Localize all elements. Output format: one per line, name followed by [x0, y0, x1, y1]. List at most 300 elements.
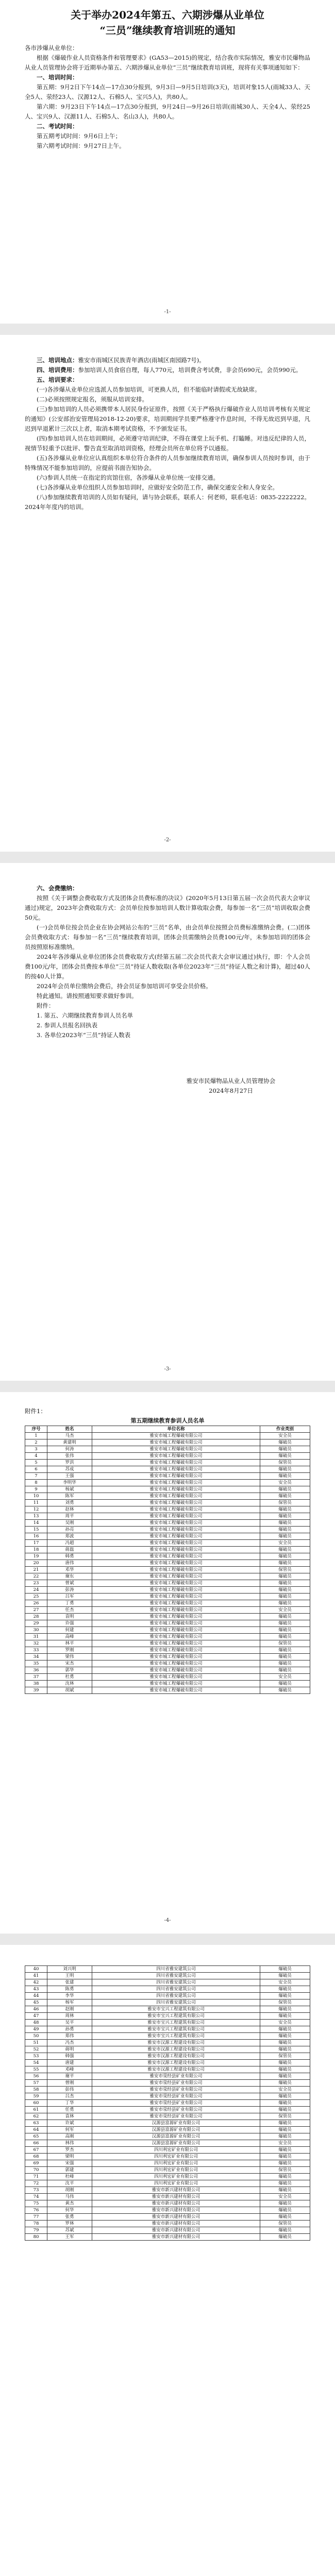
table-row	[25, 1660, 310, 1667]
row-role: 爆破员	[260, 2160, 310, 2167]
row-index: 74	[25, 2194, 47, 2200]
table-row	[25, 2127, 310, 2133]
row-company: 雅安市城工程爆破有限公司	[92, 1567, 260, 1573]
row-role: 爆破员	[260, 2040, 310, 2046]
attachment-item: 3. 各单位2023年“三员”持证人数表	[37, 1031, 131, 1039]
table-row	[25, 1973, 310, 1979]
row-role: 爆破员	[260, 2154, 310, 2160]
attachment-heading: 附件：	[37, 1002, 55, 1009]
row-role: 保管员	[260, 1567, 310, 1573]
row-index: 34	[25, 1654, 47, 1660]
row-index: 76	[25, 2207, 47, 2214]
row-role: 安全员	[260, 1540, 310, 1547]
row-company: 雅安市汉源工程建设有限公司	[92, 2046, 260, 2053]
table-row	[25, 1627, 310, 1634]
row-company: 四川利宏矿业有限公司	[92, 2180, 260, 2187]
row-role: 爆破员	[260, 1439, 310, 1446]
table-row	[25, 1681, 310, 1687]
row-company: 雅安市城工程爆破有限公司	[92, 1660, 260, 1667]
row-index: 72	[25, 2180, 47, 2187]
table-row	[25, 1533, 310, 1540]
salutation: 各市涉爆从业单位：	[25, 44, 78, 52]
row-name: 郑伟	[47, 2033, 92, 2040]
section-6-para-2: (一)会员单位按会员企业在协会网站公布的“三员”名单，由会员单位按照会员费标准缴纳会费。(二)团体会员费收取方式：每参加一名“三员”继续教育培训，团体会员需缴纳会员费100元/年，未参加培训的团体会员按照原标准缴纳。	[25, 924, 310, 951]
table-row	[25, 2026, 310, 2033]
roster-table-continued	[25, 1965, 310, 2241]
row-role: 爆破员	[260, 1453, 310, 1460]
row-role: 爆破员	[260, 2234, 310, 2241]
row-company: 汉源县富源矿业有限公司	[92, 2133, 260, 2140]
row-name: 何华	[47, 2207, 92, 2214]
row-name: 周平	[47, 1513, 92, 1520]
row-role: 安全员	[260, 1607, 310, 1614]
row-index: 16	[25, 1533, 47, 1540]
table-row	[25, 1600, 310, 1607]
section-6-para-1: 按照《关于调整会费收取方式及团体会员费标准的决议》(2020年5月13日第五届一次会员代表大会审议通过)规定，2023年会费收取方式：会员单位按参加培训人数计算收取会费，每参加一名“三员”培训收取会费50元。	[25, 894, 310, 921]
row-role: 安全员	[260, 2194, 310, 2200]
table-row	[25, 1993, 310, 1999]
row-name: 何涛	[47, 1446, 92, 1453]
row-company: 雅安市城工程爆破有限公司	[92, 1634, 260, 1640]
row-index: 6	[25, 1466, 47, 1473]
row-company: 雅安市城工程爆破有限公司	[92, 1600, 260, 1607]
row-role: 爆破员	[260, 1654, 310, 1660]
row-role: 爆破员	[260, 1966, 310, 1973]
row-index: 46	[25, 2006, 47, 2013]
row-role: 爆破员	[260, 1527, 310, 1533]
row-name: 张建	[47, 1979, 92, 1986]
col-header-index: 序号	[25, 1426, 47, 1433]
row-company: 雅安市荥经县矿业有限公司	[92, 2107, 260, 2113]
row-role: 安全员	[260, 1433, 310, 1439]
row-name: 杜勇	[47, 1674, 92, 1681]
row-name: 任杰	[47, 1607, 92, 1614]
row-company: 雅安市新兴建材有限公司	[92, 2214, 260, 2221]
row-role: 爆破员	[260, 2180, 310, 2187]
page-number: -1-	[164, 309, 171, 315]
row-index: 31	[25, 1634, 47, 1640]
row-role: 爆破员	[260, 1993, 310, 1999]
table-row	[25, 2154, 310, 2160]
section-2-heading: 二、考试时间：	[37, 123, 78, 130]
row-role: 爆破员	[260, 2187, 310, 2194]
row-index: 44	[25, 1993, 47, 1999]
row-company: 雅安市汉源工程建设有限公司	[92, 2060, 260, 2066]
page-number: -4-	[164, 1918, 171, 1923]
row-name: 梁伟	[47, 1654, 92, 1660]
row-role: 安全员	[260, 2087, 310, 2093]
row-role: 爆破员	[260, 1620, 310, 1627]
row-index: 1	[25, 1433, 47, 1439]
table-row	[25, 2066, 310, 2073]
table-row	[25, 1587, 310, 1594]
row-company: 雅安市城工程爆破有限公司	[92, 1533, 260, 1540]
table-row	[25, 1594, 310, 1600]
row-role: 爆破员	[260, 1634, 310, 1640]
document-page-4	[0, 1392, 335, 1934]
row-name: 郭建	[47, 2167, 92, 2174]
row-name: 郭华	[47, 1667, 92, 1674]
row-role: 爆破员	[260, 2214, 310, 2221]
row-company: 雅安市宝兴工程建筑有限公司	[92, 2026, 260, 2033]
row-name: 王强	[47, 1473, 92, 1480]
col-header-name: 姓名	[47, 1426, 92, 1433]
row-name: 宋强	[47, 2160, 92, 2167]
row-company: 四川利宏矿业有限公司	[92, 2167, 260, 2174]
row-index: 61	[25, 2107, 47, 2113]
row-name: 陈勇	[47, 1986, 92, 1993]
row-company: 四川利宏矿业有限公司	[92, 2160, 260, 2167]
row-role: 安全员	[260, 1979, 310, 1986]
table-row	[25, 1620, 310, 1627]
row-company: 雅安市城工程爆破有限公司	[92, 1446, 260, 1453]
table-row	[25, 1460, 310, 1466]
row-company: 雅安市汉源工程建设有限公司	[92, 2066, 260, 2073]
row-company: 雅安市城工程爆破有限公司	[92, 1587, 260, 1594]
row-role: 爆破员	[260, 1660, 310, 1667]
row-role: 爆破员	[260, 2013, 310, 2020]
row-company: 四川利宏矿业有限公司	[92, 2147, 260, 2154]
row-company: 汉源县富源矿业有限公司	[92, 2120, 260, 2127]
table-row	[25, 1687, 310, 1694]
section-5-item: (一)各涉爆从业单位应选派人员参加培训，可更换人员，但不能临时请假或无故缺席。	[37, 386, 261, 393]
table-row	[25, 2167, 310, 2174]
row-name: 赵刚	[47, 2006, 92, 2013]
row-index: 42	[25, 1979, 47, 1986]
row-company: 四川省雅安建筑公司	[92, 1986, 260, 1993]
row-index: 49	[25, 2026, 47, 2033]
row-name: 许强	[47, 1620, 92, 1627]
row-name: 何建	[47, 1627, 92, 1634]
row-role: 爆破员	[260, 1580, 310, 1587]
row-company: 雅安市新兴建材有限公司	[92, 2207, 260, 2214]
row-index: 75	[25, 2200, 47, 2207]
row-role: 爆破员	[260, 1553, 310, 1560]
row-name: 蒋明	[47, 2046, 92, 2053]
row-name: 谢平	[47, 2073, 92, 2080]
table-row	[25, 1446, 310, 1453]
row-index: 18	[25, 1547, 47, 1553]
row-company: 雅安市城工程爆破有限公司	[92, 1493, 260, 1500]
row-role: 安全员	[260, 1480, 310, 1486]
table-row	[25, 1674, 310, 1681]
row-company: 雅安市城工程爆破有限公司	[92, 1647, 260, 1654]
row-role: 爆破员	[260, 2100, 310, 2107]
row-company: 雅安市新兴建材有限公司	[92, 2194, 260, 2200]
section-5-item: (三)参加培训的人员必须携带本人居民身份证原件，按照《关于严格执行爆破作业人员培训考核有关规定的通知》(公安部治安管理局2018-12-20)要求，培训期间学员要严格遵守作息时间，不得无故迟到早退，凡迟到早退累计三次以上者，取消本期考试资格，不予颁发证书。	[25, 405, 310, 432]
row-role: 爆破员	[260, 1520, 310, 1527]
table-row	[25, 1966, 310, 1973]
row-name: 李明华	[47, 1480, 92, 1486]
row-role: 爆破员	[260, 1681, 310, 1687]
row-name: 杨斌	[47, 1486, 92, 1493]
row-index: 9	[25, 1486, 47, 1493]
row-role: 爆破员	[260, 2127, 310, 2133]
row-company: 雅安市荥经县矿业有限公司	[92, 2113, 260, 2120]
table-row	[25, 1547, 310, 1553]
row-index: 7	[25, 1473, 47, 1480]
row-name: 袁明	[47, 1614, 92, 1620]
row-index: 53	[25, 2053, 47, 2060]
row-role: 爆破员	[260, 1594, 310, 1600]
document-page-3	[0, 863, 335, 1381]
row-name: 邓峰	[47, 2066, 92, 2073]
row-index: 73	[25, 2187, 47, 2194]
row-name: 林平	[47, 1640, 92, 1647]
row-index: 39	[25, 1687, 47, 1694]
table-row	[25, 1979, 310, 1986]
row-index: 20	[25, 1560, 47, 1567]
document-page-1	[0, 0, 335, 324]
table-row	[25, 2006, 310, 2013]
row-role: 爆破员	[260, 2133, 310, 2140]
row-index: 79	[25, 2227, 47, 2234]
row-role: 爆破员	[260, 2026, 310, 2033]
row-company: 雅安市城工程爆破有限公司	[92, 1573, 260, 1580]
section-2-para-2: 第六期考试时间：9月27日上午。	[37, 142, 125, 149]
table-row	[25, 2160, 310, 2167]
row-role: 保管员	[260, 2053, 310, 2060]
table-row	[25, 1999, 310, 2006]
section-5-item: (二)必须按照规定报名，须服从培训安排。	[37, 396, 148, 403]
row-company: 雅安市荥经县矿业有限公司	[92, 2080, 260, 2087]
page-number: -3-	[164, 1366, 171, 1372]
row-role: 爆破员	[260, 1560, 310, 1567]
attachment-label: 附件1：	[25, 1408, 46, 1415]
row-name: 孙亮	[47, 1527, 92, 1533]
table-row	[25, 1486, 310, 1493]
row-name: 沈平	[47, 2180, 92, 2187]
page-gap	[0, 1381, 335, 1392]
row-index: 35	[25, 1660, 47, 1667]
row-index: 5	[25, 1460, 47, 1466]
section-6-heading: 六、会费缴纳：	[37, 885, 78, 892]
row-role: 爆破员	[260, 1973, 310, 1979]
row-company: 雅安市宝兴工程建筑有限公司	[92, 2033, 260, 2040]
section-1-para-1: 第五期：9月2日下午14点—17点30分报到，9月3日—9月5日培训(3天)，培训对象15人(雨城33人、天全5人、荥经23人、汉源12人、石棉5人、宝兴5人)，共80人。	[25, 83, 310, 100]
intro-paragraph: 根据《爆破作业人员资格条件和管理要求》(GA53—2015)的规定，结合我市实际情况，雅安市民爆物品从业人员管理协会将于近期举办第五、六期涉爆从业单位“三员”继续教育培训班，现将有关事项通知如下：	[25, 54, 310, 71]
row-name: 苏斌	[47, 2227, 92, 2234]
table-row	[25, 1607, 310, 1614]
table-row	[25, 2113, 310, 2120]
row-name: 彭伟	[47, 2087, 92, 2093]
table-row	[25, 1513, 310, 1520]
section-5-item: (八)参加继续教育培训的人员如有疑问，请与协会联系，联系人：何老师，联系电话：0835-2222222。2024年年度内的培训。	[25, 494, 310, 511]
row-index: 71	[25, 2174, 47, 2180]
row-company: 雅安市荥经县矿业有限公司	[92, 2087, 260, 2093]
row-company: 雅安市城工程爆破有限公司	[92, 1500, 260, 1506]
row-role: 爆破员	[260, 1446, 310, 1453]
table-row	[25, 2060, 310, 2066]
row-name: 陈军	[47, 1493, 92, 1500]
row-company: 雅安市城工程爆破有限公司	[92, 1486, 260, 1493]
table-row	[25, 2093, 310, 2100]
table-row	[25, 1560, 310, 1567]
table-row	[25, 1573, 310, 1580]
row-role: 爆破员	[260, 2006, 310, 2013]
row-index: 8	[25, 1480, 47, 1486]
row-role: 爆破员	[260, 2033, 310, 2040]
table-row	[25, 2087, 310, 2093]
row-role: 安全员	[260, 2020, 310, 2026]
row-name: 林伟	[47, 2140, 92, 2147]
row-company: 雅安市城工程爆破有限公司	[92, 1453, 260, 1460]
row-name: 王军	[47, 2234, 92, 2241]
row-name: 罗洪	[47, 1460, 92, 1466]
row-index: 33	[25, 1647, 47, 1654]
table-row	[25, 2227, 310, 2234]
section-1-para-2: 第六期：9月23日下午14点—17点30分报到，9月24日—9月26日培训(雨城30人、天全4人、荥经25人、宝兴9人、汉源11人、石棉5人、名山3人)，共80人。	[25, 103, 310, 120]
row-role: 保管员	[260, 2221, 310, 2227]
row-index: 24	[25, 1587, 47, 1594]
row-company: 雅安市宝兴工程建筑有限公司	[92, 2006, 260, 2013]
row-company: 雅安市城工程爆破有限公司	[92, 1640, 260, 1647]
col-header-company: 单位名称	[92, 1426, 260, 1433]
row-index: 29	[25, 1620, 47, 1627]
row-role: 保管员	[260, 1500, 310, 1506]
row-company: 雅安市城工程爆破有限公司	[92, 1540, 260, 1547]
table-row	[25, 2207, 310, 2214]
row-name: 彭涛	[47, 1587, 92, 1594]
table-row	[25, 1654, 310, 1660]
row-index: 26	[25, 1600, 47, 1607]
table-row	[25, 1520, 310, 1527]
table-row	[25, 1506, 310, 1513]
table-row	[25, 2180, 310, 2187]
row-role: 保管员	[260, 1999, 310, 2006]
table-row	[25, 1493, 310, 1500]
row-company: 雅安市城工程爆破有限公司	[92, 1627, 260, 1634]
section-2-para-1: 第五期考试时间：9月6日上午；	[37, 132, 122, 140]
row-name: 杜峰	[47, 2174, 92, 2180]
row-company: 雅安市新兴建材有限公司	[92, 2200, 260, 2207]
row-name: 吴平	[47, 2020, 92, 2026]
row-name: 苏成	[47, 1466, 92, 1473]
row-company: 雅安市城工程爆破有限公司	[92, 1667, 260, 1674]
section-3-text: 雅安市雨城区民族青年酒店(雨城区南园路7号)。	[78, 357, 205, 364]
row-index: 11	[25, 1500, 47, 1506]
row-name: 吕杰	[47, 2093, 92, 2100]
row-company: 雅安市城工程爆破有限公司	[92, 1439, 260, 1446]
row-name: 冯杰	[47, 2040, 92, 2046]
page-number: -2-	[164, 837, 171, 843]
row-index: 41	[25, 1973, 47, 1979]
row-index: 63	[25, 2120, 47, 2127]
table-row	[25, 2133, 310, 2140]
row-index: 13	[25, 1513, 47, 1520]
row-company: 雅安市城工程爆破有限公司	[92, 1547, 260, 1553]
row-role: 爆破员	[260, 2046, 310, 2053]
row-company: 雅安市城工程爆破有限公司	[92, 1553, 260, 1560]
row-index: 43	[25, 1986, 47, 1993]
table-row	[25, 1667, 310, 1674]
row-index: 17	[25, 1540, 47, 1547]
row-index: 80	[25, 2234, 47, 2241]
row-company: 雅安市新兴建材有限公司	[92, 2221, 260, 2227]
row-company: 雅安市荥经县矿业有限公司	[92, 2100, 260, 2107]
page-gap	[0, 324, 335, 335]
row-index: 64	[25, 2127, 47, 2133]
row-company: 雅安市新兴建材有限公司	[92, 2234, 260, 2241]
row-role: 爆破员	[260, 2200, 310, 2207]
row-role: 安全员	[260, 2140, 310, 2147]
page-gap	[0, 1934, 335, 1945]
row-index: 28	[25, 1614, 47, 1620]
row-name: 刘勇	[47, 1500, 92, 1506]
row-name: 高刚	[47, 2133, 92, 2140]
row-index: 21	[25, 1567, 47, 1573]
roster-header-row	[25, 1426, 310, 1433]
table-row	[25, 1500, 310, 1506]
row-role: 爆破员	[260, 2120, 310, 2127]
table-row	[25, 1647, 310, 1654]
row-company: 雅安市城工程爆破有限公司	[92, 1580, 260, 1587]
row-name: 丁勇	[47, 1600, 92, 1607]
row-index: 2	[25, 1439, 47, 1446]
row-company: 雅安市城工程爆破有限公司	[92, 1681, 260, 1687]
row-index: 58	[25, 2087, 47, 2093]
table-row	[25, 2100, 310, 2107]
row-role: 爆破员	[260, 1986, 310, 1993]
row-name: 李华	[47, 1993, 92, 1999]
table-row	[25, 2107, 310, 2113]
row-name: 周林	[47, 2013, 92, 2020]
row-name: 许斌	[47, 2120, 92, 2127]
row-name: 吴刚	[47, 1520, 92, 1527]
row-role: 爆破员	[260, 1627, 310, 1634]
section-4-text: 参加培训人员食宿自理，每人770元，培训费含考试费，非会员690元，会员990元。	[78, 366, 302, 374]
row-index: 69	[25, 2160, 47, 2167]
table-row	[25, 2046, 310, 2053]
section-5-heading: 五、培训要求：	[37, 376, 78, 383]
section-5-item: (七)各涉爆从业单位组织人员参加培训时，应做好安全防范工作，确保交通安全和人身安全。	[37, 484, 278, 491]
row-role: 爆破员	[260, 2174, 310, 2180]
row-role: 爆破员	[260, 1647, 310, 1654]
row-index: 27	[25, 1607, 47, 1614]
row-company: 雅安市城工程爆破有限公司	[92, 1433, 260, 1439]
row-company: 雅安市城工程爆破有限公司	[92, 1473, 260, 1480]
table-row	[25, 2147, 310, 2154]
notice-title-line1: 关于举办2024年第五、六期涉爆从业单位	[71, 9, 264, 21]
roster-table	[25, 1426, 310, 1694]
row-company: 雅安市城工程爆破有限公司	[92, 1594, 260, 1600]
table-row	[25, 2234, 310, 2241]
table-row	[25, 1580, 310, 1587]
row-company: 雅安市汉源工程建设有限公司	[92, 2053, 260, 2060]
section-6-para-3: 2024年各涉爆从业单位团体会员费收取方式(经第五届二次会员代表大会审议通过)执行，即：个人会员费100元/年，团体会员费按本单位“三员”持证人数收取(各单位2023年“三员”持证人数之和计算)，超过40人的按40人计算。	[25, 953, 310, 980]
row-role: 安全员	[260, 1674, 310, 1681]
row-role: 爆破员	[260, 1667, 310, 1674]
row-role: 爆破员	[260, 1513, 310, 1520]
row-name: 丁华	[47, 2100, 92, 2107]
row-index: 52	[25, 2046, 47, 2053]
notice-title-line2: “三员”继续教育培训班的通知	[99, 24, 236, 37]
section-5-item: (五)各涉爆从业单位应认真组织本单位符合条件的人员参加继续教育培训，确保参训人员按时参训，由于特殊情况不能参加培训的，应提前书面告知协会。	[25, 454, 310, 471]
row-name: 梁明	[47, 2154, 92, 2160]
row-index: 15	[25, 1527, 47, 1533]
roster-body	[25, 1433, 310, 1694]
row-company: 雅安市汉源工程建设有限公司	[92, 2040, 260, 2046]
row-company: 雅安市宝兴工程建筑有限公司	[92, 2020, 260, 2026]
row-index: 19	[25, 1553, 47, 1560]
table-row	[25, 2140, 310, 2147]
row-name: 王明	[47, 1973, 92, 1979]
row-role: 爆破员	[260, 1493, 310, 1500]
row-name: 任勇	[47, 2107, 92, 2113]
table-row	[25, 2053, 310, 2060]
table-row	[25, 2073, 310, 2080]
row-company: 四川省雅安建筑公司	[92, 1999, 260, 2006]
